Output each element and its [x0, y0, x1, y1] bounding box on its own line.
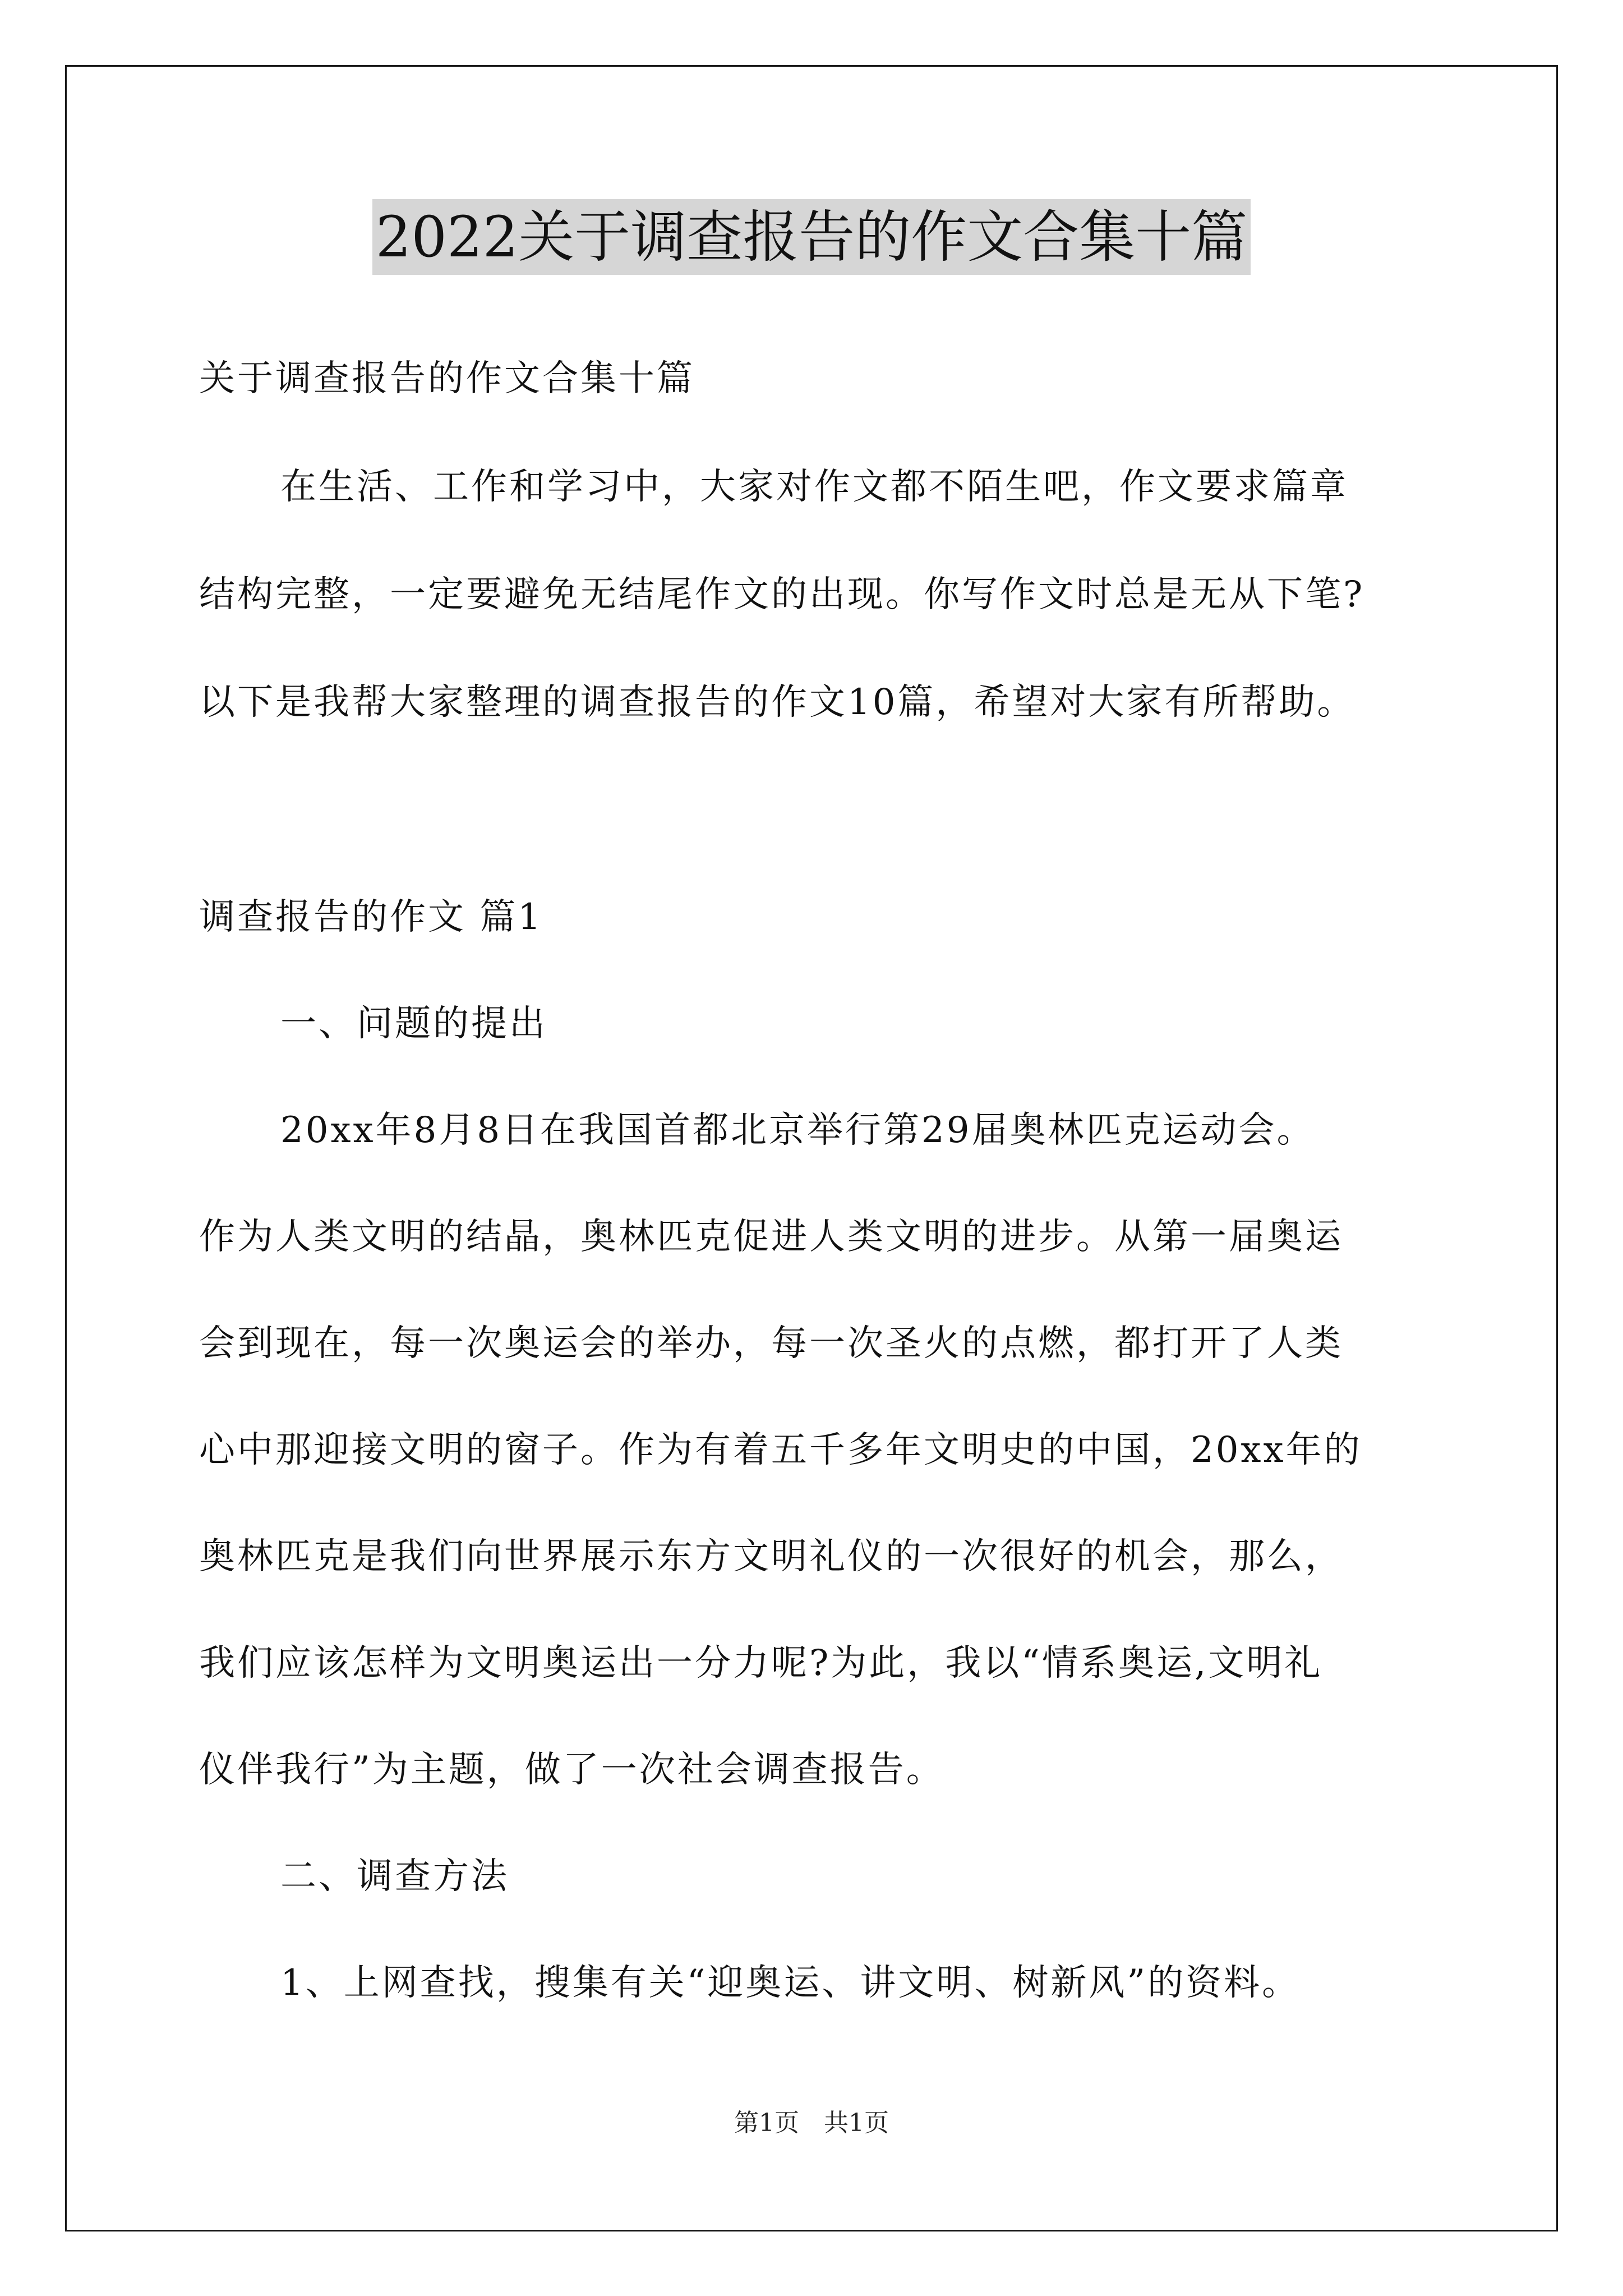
body-line: 我们应该怎样为文明奥运出一分力呢?为此，我以“情系奥运,文明礼 [199, 1642, 1323, 1684]
body-line: 会到现在，每一次奥运会的举办，每一次圣火的点燃，都打开了人类 [199, 1323, 1343, 1364]
body-line: 仪伴我行”为主题，做了一次社会调查报告。 [199, 1749, 944, 1791]
part1-heading: 一、问题的提出 [280, 1003, 547, 1045]
intro-line: 在生活、工作和学习中，大家对作文都不陌生吧，作文要求篇章 [280, 466, 1348, 508]
document-subtitle: 关于调查报告的作文合集十篇 [199, 358, 695, 399]
intro-line: 结构完整，一定要避免无结尾作文的出现。你写作文时总是无从下笔? [199, 574, 1365, 615]
document-title: 2022关于调查报告的作文合集十篇 [372, 199, 1251, 275]
part2-heading: 二、调查方法 [280, 1856, 509, 1897]
part2-item: 1、上网查找，搜集有关“迎奥运、讲文明、树新风”的资料。 [280, 1962, 1301, 2004]
intro-line: 以下是我帮大家整理的调查报告的作文10篇，希望对大家有所帮助。 [199, 682, 1355, 723]
title-container [0, 199, 1623, 275]
body-line: 奥林匹克是我们向世界展示东方文明礼仪的一次很好的机会，那么， [199, 1536, 1343, 1577]
body-line: 作为人类文明的结晶，奥林匹克促进人类文明的进步。从第一届奥运 [199, 1216, 1343, 1258]
section-heading: 调查报告的作文 篇1 [199, 896, 543, 938]
body-line: 20xx年8月8日在我国首都北京举行第29届奥林匹克运动会。 [280, 1110, 1315, 1151]
body-line: 心中那迎接文明的窗子。作为有着五千多年文明史的中国，20xx年的 [199, 1429, 1362, 1471]
page-footer: 第1页 共1页 [734, 2109, 889, 2137]
